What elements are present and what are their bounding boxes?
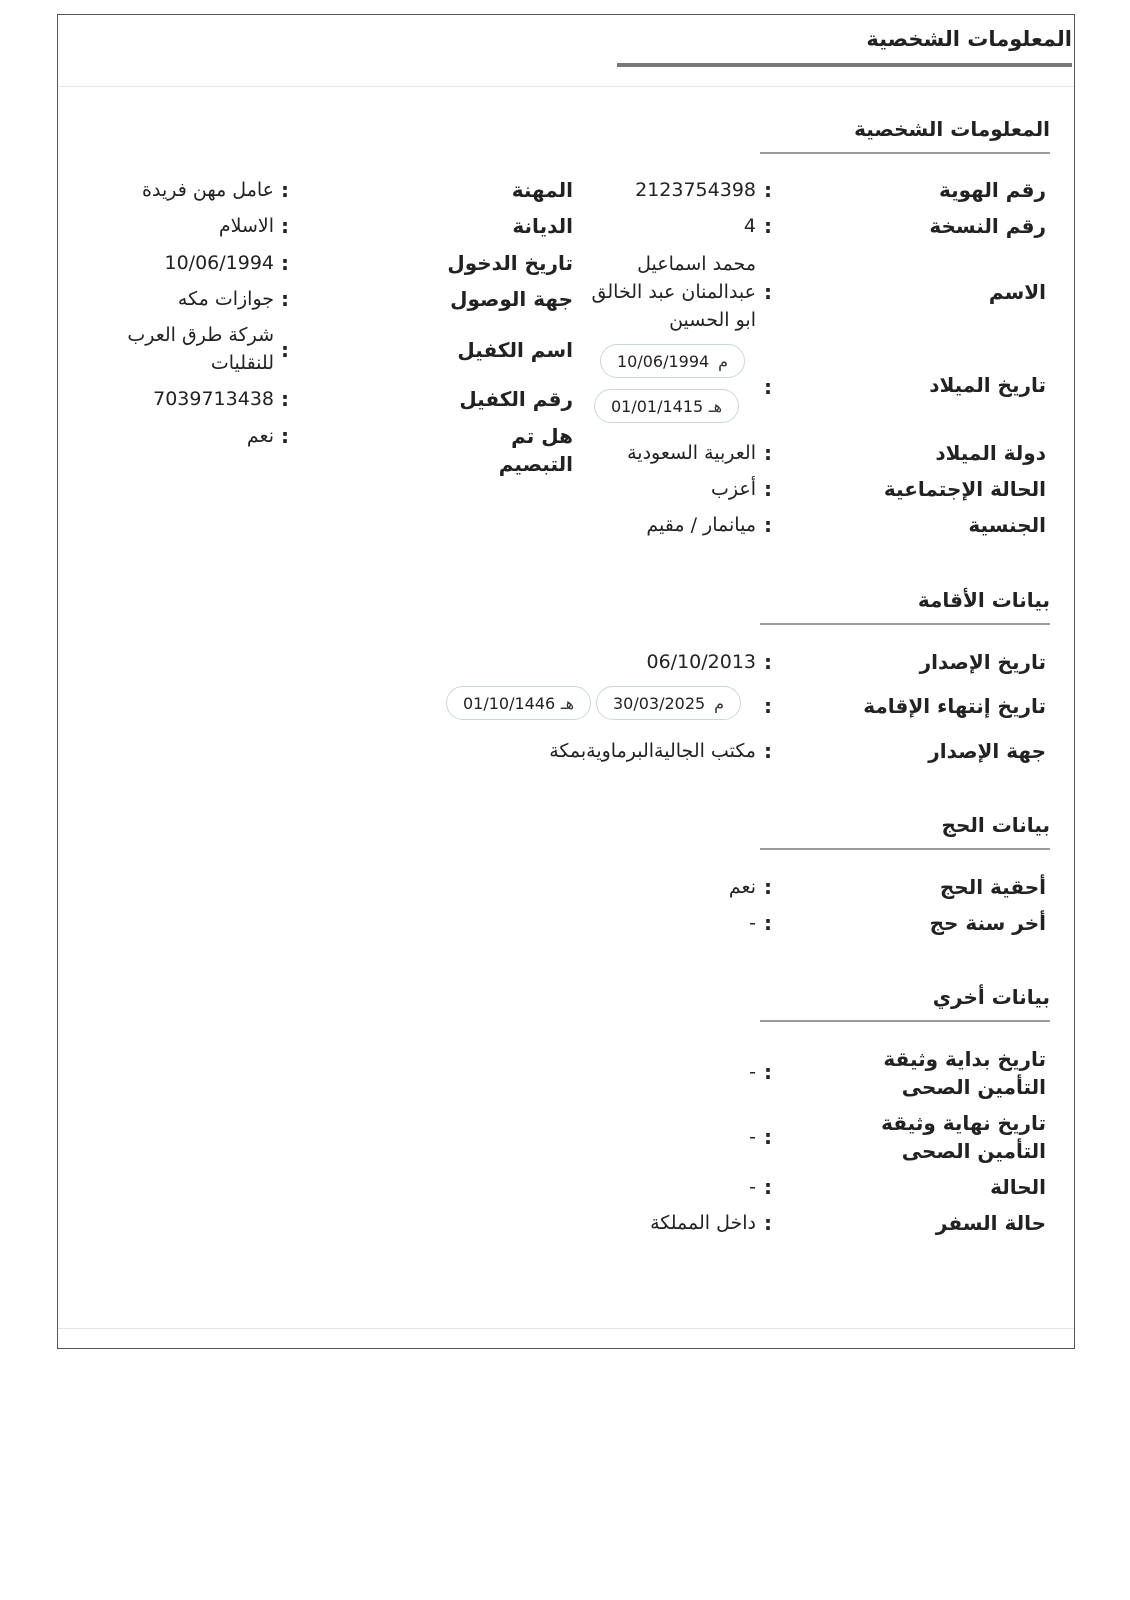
label-expiry-date: تاريخ إنتهاء الإقامة bbox=[863, 694, 1046, 718]
label-version: رقم النسخة bbox=[929, 214, 1046, 238]
label-insurance-start: تاريخ بداية وثيقة التأمين الصحى bbox=[883, 1047, 1046, 1099]
colon: : bbox=[764, 1211, 772, 1235]
label-religion: الديانة bbox=[512, 214, 573, 238]
value-sponsor-number: 7039713438 bbox=[153, 388, 274, 410]
colon: : bbox=[764, 694, 772, 718]
label-entry-date: تاريخ الدخول bbox=[447, 251, 573, 275]
colon: : bbox=[764, 280, 772, 304]
tab-personal-info[interactable]: المعلومات الشخصية bbox=[866, 27, 1072, 51]
active-tab-indicator bbox=[617, 63, 1072, 67]
value-version: 4 bbox=[743, 215, 756, 237]
colon: : bbox=[764, 441, 772, 465]
section-title-other: بيانات أخري bbox=[932, 985, 1050, 1009]
hijri-tag: هـ bbox=[560, 693, 574, 713]
label-insurance-end: تاريخ نهاية وثيقة التأمين الصحى bbox=[881, 1111, 1046, 1163]
value-entry-date: 10/06/1994 bbox=[164, 252, 274, 274]
label-fingerprinted: هل تم التبصيم bbox=[498, 424, 573, 476]
value-birth-country: العربية السعودية bbox=[627, 442, 756, 464]
colon: : bbox=[281, 287, 289, 311]
value-fingerprinted: نعم bbox=[246, 425, 274, 447]
personal-info-card bbox=[57, 14, 1075, 1349]
expiry-date-hijri-pill bbox=[446, 686, 591, 720]
colon: : bbox=[764, 375, 772, 399]
expiry-date-gregorian-pill bbox=[596, 686, 741, 720]
label-birth-date: تاريخ الميلاد bbox=[929, 373, 1046, 397]
colon: : bbox=[764, 1125, 772, 1149]
value-travel-status: داخل المملكة bbox=[650, 1212, 756, 1234]
label-id-number: رقم الهوية bbox=[938, 178, 1046, 202]
birth-date-gregorian: 10/06/1994 bbox=[617, 351, 710, 371]
colon: : bbox=[281, 251, 289, 275]
label-issuer: جهة الإصدار bbox=[928, 739, 1046, 763]
colon: : bbox=[764, 1175, 772, 1199]
value-id-number: 2123754398 bbox=[635, 179, 756, 201]
section-title-residency: بيانات الأقامة bbox=[917, 588, 1050, 612]
value-profession: عامل مهن فريدة bbox=[142, 179, 274, 201]
label-sponsor-name: اسم الكفيل bbox=[457, 338, 573, 362]
value-insurance-start: - bbox=[749, 1061, 756, 1083]
label-sponsor-number: رقم الكفيل bbox=[459, 387, 573, 411]
colon: : bbox=[281, 178, 289, 202]
value-hajj-eligibility: نعم bbox=[728, 876, 756, 898]
birth-date-gregorian-pill bbox=[600, 344, 745, 378]
colon: : bbox=[764, 513, 772, 537]
value-issuer: مكتب الجاليةالبرماويةبمكة bbox=[549, 740, 756, 762]
value-arrival-port: جوازات مكه bbox=[177, 288, 274, 310]
expiry-date-hijri: 01/10/1446 bbox=[463, 693, 556, 713]
colon: : bbox=[281, 424, 289, 448]
label-nationality: الجنسية bbox=[968, 513, 1046, 537]
colon: : bbox=[281, 214, 289, 238]
colon: : bbox=[764, 739, 772, 763]
header-divider bbox=[58, 86, 1074, 87]
label-status: الحالة bbox=[990, 1175, 1046, 1199]
value-nationality: ميانمار / مقيم bbox=[646, 514, 756, 536]
section-underline-hajj bbox=[760, 848, 1050, 850]
value-name: محمد اسماعيل عبدالمنان عبد الخالق ابو الحسين bbox=[591, 253, 756, 331]
value-issue-date: 06/10/2013 bbox=[646, 651, 756, 673]
label-birth-country: دولة الميلاد bbox=[935, 441, 1046, 465]
footer-divider bbox=[58, 1328, 1074, 1329]
value-last-hajj-year: - bbox=[749, 912, 756, 934]
colon: : bbox=[764, 650, 772, 674]
value-insurance-end: - bbox=[749, 1126, 756, 1148]
section-title-hajj: بيانات الحج bbox=[941, 813, 1050, 837]
label-marital-status: الحالة الإجتماعية bbox=[883, 477, 1046, 501]
colon: : bbox=[764, 477, 772, 501]
colon: : bbox=[764, 911, 772, 935]
birth-date-hijri-pill bbox=[594, 389, 739, 423]
colon: : bbox=[764, 178, 772, 202]
label-travel-status: حالة السفر bbox=[935, 1211, 1046, 1235]
label-issue-date: تاريخ الإصدار bbox=[919, 650, 1046, 674]
section-underline-personal bbox=[760, 152, 1050, 154]
colon: : bbox=[764, 214, 772, 238]
value-marital-status: أعزب bbox=[711, 478, 756, 500]
hijri-tag: هـ bbox=[708, 396, 722, 416]
value-status: - bbox=[749, 1176, 756, 1198]
value-religion: الاسلام bbox=[218, 215, 274, 237]
section-underline-residency bbox=[760, 623, 1050, 625]
colon: : bbox=[281, 338, 289, 362]
colon: : bbox=[764, 1060, 772, 1084]
expiry-date-gregorian: 30/03/2025 bbox=[613, 693, 706, 713]
section-underline-other bbox=[760, 1020, 1050, 1022]
label-profession: المهنة bbox=[511, 178, 573, 202]
colon: : bbox=[764, 875, 772, 899]
label-hajj-eligibility: أحقية الحج bbox=[939, 875, 1046, 899]
gregorian-tag: م bbox=[718, 351, 728, 371]
value-sponsor-name: شركة طرق العرب للنقليات bbox=[127, 324, 274, 374]
colon: : bbox=[281, 387, 289, 411]
gregorian-tag: م bbox=[714, 693, 724, 713]
label-last-hajj-year: أخر سنة حج bbox=[929, 911, 1046, 935]
birth-date-hijri: 01/01/1415 bbox=[611, 396, 704, 416]
label-arrival-port: جهة الوصول bbox=[450, 287, 573, 311]
section-title-personal: المعلومات الشخصية bbox=[854, 117, 1050, 141]
label-name: الاسم bbox=[988, 280, 1046, 304]
